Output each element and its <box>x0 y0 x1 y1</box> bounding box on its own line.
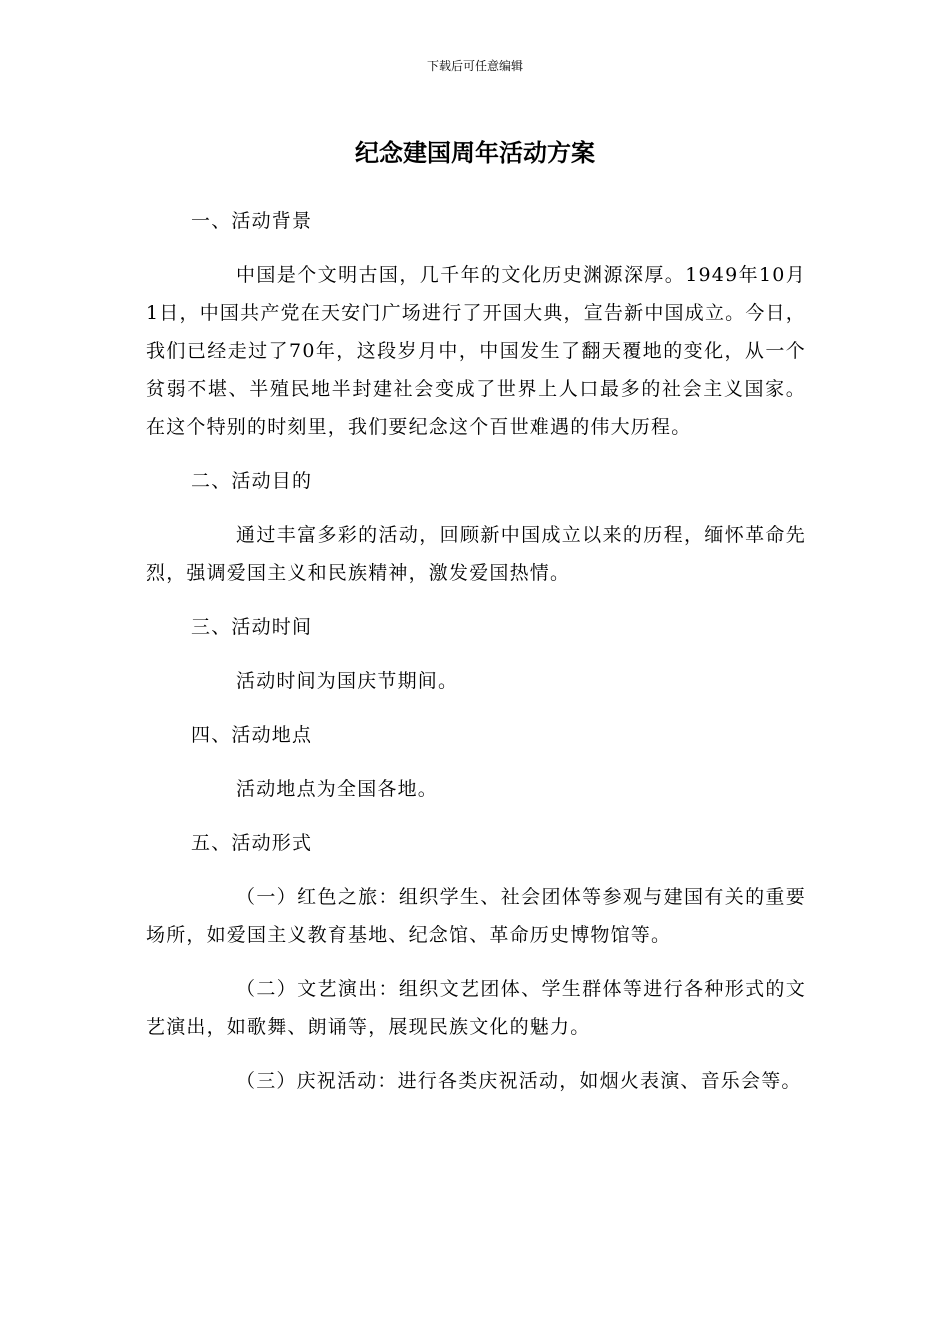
document-body <box>146 202 806 1116</box>
document-title: 纪念建国周年活动方案 <box>355 139 595 167</box>
section-heading-time: 三、活动时间 <box>191 616 313 638</box>
format-item-celebration: （三）庆祝活动：进行各类庆祝活动，如烟火表演、音乐会等。 <box>236 1070 802 1092</box>
format-item-performance: （二）文艺演出：组织文艺团体、学生群体等进行各种形式的文艺演出，如歌舞、朗诵等，展现民族文化的魅力。 <box>146 978 806 1038</box>
section-paragraph-background: 中国是个文明古国，几千年的文化历史渊源深厚。1949年10月1日，中国共产党在天安门广场进行了开国大典，宣告新中国成立。今日，我们已经走过了70年，这段岁月中，中国发生了翻天覆地的变化，从一个贫弱不堪、半殖民地半封建社会变成了世界上人口最多的社会主义国家。在这个特别的时刻里，我们要纪念这个百世难遇的伟大历程。 <box>146 264 806 438</box>
section-heading-purpose: 二、活动目的 <box>191 470 313 492</box>
section-heading-location: 四、活动地点 <box>191 724 313 746</box>
section-heading-format: 五、活动形式 <box>191 832 313 854</box>
format-item-red-tour: （一）红色之旅：组织学生、社会团体等参观与建国有关的重要场所，如爱国主义教育基地、纪念馆、革命历史博物馆等。 <box>146 886 806 946</box>
section-paragraph-location: 活动地点为全国各地。 <box>236 778 439 800</box>
section-paragraph-time: 活动时间为国庆节期间。 <box>236 670 459 692</box>
header-note: 下载后可任意编辑 <box>426 59 523 73</box>
section-paragraph-purpose: 通过丰富多彩的活动，回顾新中国成立以来的历程，缅怀革命先烈，强调爱国主义和民族精神，激发爱国热情。 <box>146 524 806 584</box>
section-heading-background: 一、活动背景 <box>191 210 313 232</box>
